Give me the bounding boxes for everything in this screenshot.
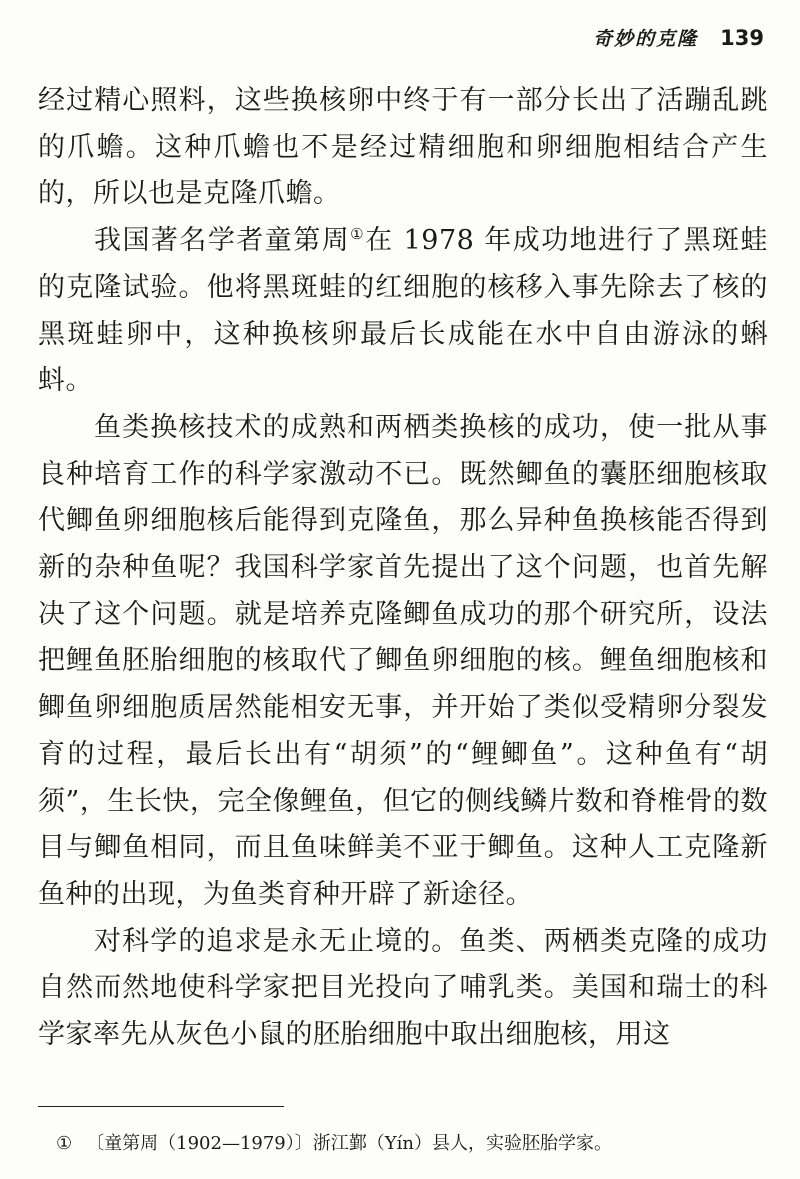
footnote-marker: ① (56, 1133, 73, 1154)
paragraph-2-start: 我国著名学者童第周 (94, 225, 351, 257)
paragraph-3: 鱼类换核技术的成熟和两栖类换核的成功，使一批从事良种培育工作的科学家激动不已。既然鲫鱼的囊胚细胞核取代鲫鱼卵细胞核后能得到克隆鱼，那么异种鱼换核能否得到新的杂种鱼呢？我国科学家首先提出了这个问题，也首先解决了这个问题。就是培养克隆鲫鱼成功的那个研究所，设法把鲤鱼胚胎细胞的核取代了鲫鱼卵细胞的核。鲤鱼细胞核和鲫鱼卵细胞质居然能相安无事，并开始了类似受精卵分裂发育的过程，最后长出有“胡须”的“鲤鲫鱼”。这种鱼有“胡须”，生长快，完全像鲤鱼，但它的侧线鳞片数和脊椎骨的数目与鲫鱼相同，而且鱼味鲜美不亚于鲫鱼。这种人工克隆新鱼种的出现，为鱼类育种开辟了新途径。 (38, 411, 768, 910)
paragraph-2 (38, 218, 768, 405)
paragraph-4: 对科学的追求是永无止境的。鱼类、两栖类克隆的成功自然而然地使科学家把目光投向了哺乳类。美国和瑞士的科学家率先从灰色小鼠的胚胎细胞中取出细胞核，用这 (38, 925, 768, 1051)
page-number: 139 (720, 26, 764, 50)
paragraph-1: 经过精心照料，这些换核卵中终于有一部分长出了活蹦乱跳的爪蟾。这种爪蟾也不是经过精细胞和卵细胞相结合产生的，所以也是克隆爪蟾。 (38, 85, 768, 210)
footnote (56, 1131, 776, 1157)
chapter-title: 奇妙的克隆 (593, 28, 699, 50)
running-header (593, 24, 764, 51)
footnote-reference: ① (350, 225, 366, 244)
footnote-text: 〔童第周（1902—1979）〕浙江鄞（Yín）县人，实验胚胎学家。 (86, 1133, 612, 1154)
body-text (38, 78, 768, 1059)
footnote-divider (38, 1106, 284, 1107)
paragraph-2-rest: 在 1978 年成功地进行了黑斑蛙的克隆试验。他将黑斑蛙的红细胞的核移入事先除去了核的黑斑蛙卵中，这种换核卵最后长成能在水中自由游泳的蝌蚪。 (38, 225, 768, 397)
